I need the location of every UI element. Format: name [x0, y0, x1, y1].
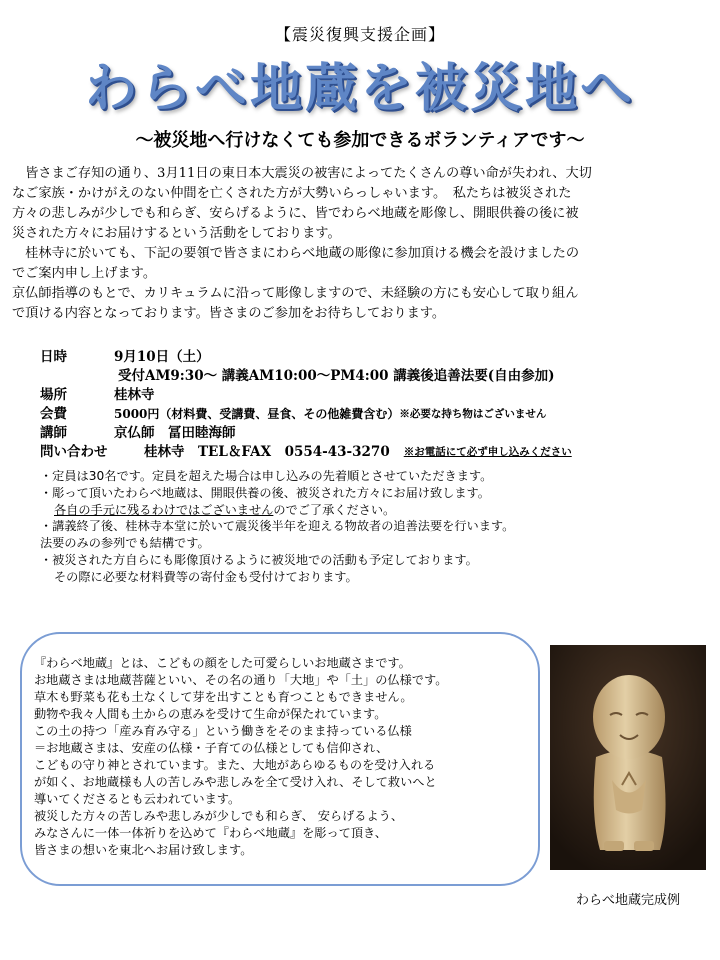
intro-paragraph: [12, 164, 712, 324]
main-title: わらべ地蔵を被災地へ: [84, 59, 635, 119]
explanation-line: お地蔵さまは地蔵菩薩といい、その名の通り「大地」や「土」の仏様です。: [34, 673, 448, 687]
time-value: 受付AM9:30～ 講義AM10:00～PM4:00 講義後追善法要(自由参加): [118, 368, 555, 384]
notes-list: [40, 468, 700, 586]
intro-line: 桂林寺に於いても、下記の要領で皆さまにわらべ地蔵の彫像に参加頂ける機会を設けましたの: [12, 246, 580, 261]
note-item: その際に必要な材料費等の寄付金も受付けております。: [54, 569, 358, 584]
explanation-line: 導いてくださるとも云われています。: [34, 792, 241, 806]
jizo-statue-photo: [550, 645, 706, 870]
explanation-line: 被災した方々の苦しみや悲しみが少しでも和らぎ、 安らげるよう、: [34, 809, 404, 823]
event-details: [40, 348, 700, 462]
intro-line: 方々の悲しみが少しでも和らぎ、安らげるように、皆でわらべ地蔵を彫像し、開眼供養の後に被: [12, 206, 579, 221]
note-item: 法要のみの参列でも結構です。: [40, 536, 210, 551]
subtitle: ～被災地へ行けなくても参加できるボランティアです～: [135, 130, 585, 151]
contact-note: ※お電話にて必ず申し込みください: [403, 446, 572, 458]
intro-line: でご案内申し上げます。: [12, 266, 157, 281]
kicker-heading: 【震災復興支援企画】: [274, 25, 445, 44]
note-item: [40, 502, 700, 519]
fee-value: 5000円（材料費、受講費、昼食、その他雑費含む）: [114, 407, 400, 421]
explanation-text: [34, 655, 534, 859]
intro-line: なご家族・かけがえのない仲間を亡くされた方が大勢いらっしゃいます。 私たちは被災された: [12, 186, 572, 201]
date-label: 日時: [40, 349, 67, 365]
contact-label: 問い合わせ: [40, 444, 108, 460]
place-value: 桂林寺: [114, 387, 155, 403]
note-rest: のでご了承ください。: [273, 502, 396, 517]
contact-row: [40, 443, 700, 462]
fee-label: 会費: [40, 406, 67, 422]
photo-caption: わらべ地蔵完成例: [575, 893, 680, 908]
explanation-line: こどもの守り神とされています。また、大地があらゆるものを受け入れる: [34, 758, 436, 772]
date-value: 9月10日（土）: [114, 349, 210, 365]
lecturer-row: [40, 424, 700, 443]
fee-row: [40, 405, 700, 424]
explanation-line: この土の持つ「産み育み守る」という働きをそのまま持っている仏様: [34, 724, 412, 738]
jizo-statue-illustration: [550, 645, 706, 870]
place-row: [40, 386, 700, 405]
intro-line: で頂ける内容となっております。皆さまのご参加をお待ちしております。: [12, 306, 446, 321]
intro-line: 災された方々にお届けするという活動をしております。: [12, 226, 341, 241]
explanation-line: ＝お地蔵さまは、安産の仏様・子育ての仏様としても信仰され、: [34, 741, 389, 755]
intro-line: 皆さまご存知の通り、3月11日の東日本大震災の被害によってたくさんの尊い命が失われ、大切: [12, 166, 592, 181]
explanation-line: 『わらべ地蔵』とは、こどもの顔をした可愛らしいお地蔵さまです。: [34, 656, 411, 670]
intro-line: 京仏師指導のもとで、カリキュラムに沿って彫像しますので、未経験の方にも安心して取り組ん: [12, 286, 579, 301]
note-item: ・被災された方自らにも彫像頂けるように被災地での活動も予定しております。: [40, 552, 478, 567]
note-item: ・講義終了後、桂林寺本堂に於いて震災後半年を迎える物故者の追善法要を行います。: [40, 519, 515, 534]
note-item: ・定員は30名です。定員を超えた場合は申し込みの先着順とさせていただきます。: [40, 469, 493, 483]
fee-note: ※必要な持ち物はございません: [399, 408, 547, 420]
explanation-line: 草木も野菜も花も土なくして芽を出すことも育つこともできません。: [34, 690, 413, 704]
lecturer-value: 京仏師 冨田睦海師: [114, 425, 236, 441]
explanation-line: みなさんに一体一体祈りを込めて『わらべ地蔵』を彫って頂き、: [34, 826, 387, 840]
contact-value: 桂林寺 TEL＆FAX 0554-43-3270: [144, 444, 390, 460]
lecturer-label: 講師: [40, 425, 67, 441]
place-label: 場所: [40, 387, 67, 403]
note-item: ・彫って頂いたわらべ地蔵は、開眼供養の後、被災された方々にお届け致します。: [40, 485, 490, 500]
time-row: [40, 367, 700, 386]
date-row: [40, 348, 700, 367]
explanation-line: 皆さまの想いを東北へお届け致します。: [34, 843, 253, 857]
explanation-line: が如く、お地蔵様も人の苦しみや悲しみを全て受け入れ、そして救いへと: [34, 775, 437, 789]
note-underlined: 各自の手元に残るわけではございません: [54, 502, 274, 517]
explanation-line: 動物や我々人間も土からの恵みを受けて生命が保たれています。: [34, 707, 387, 721]
